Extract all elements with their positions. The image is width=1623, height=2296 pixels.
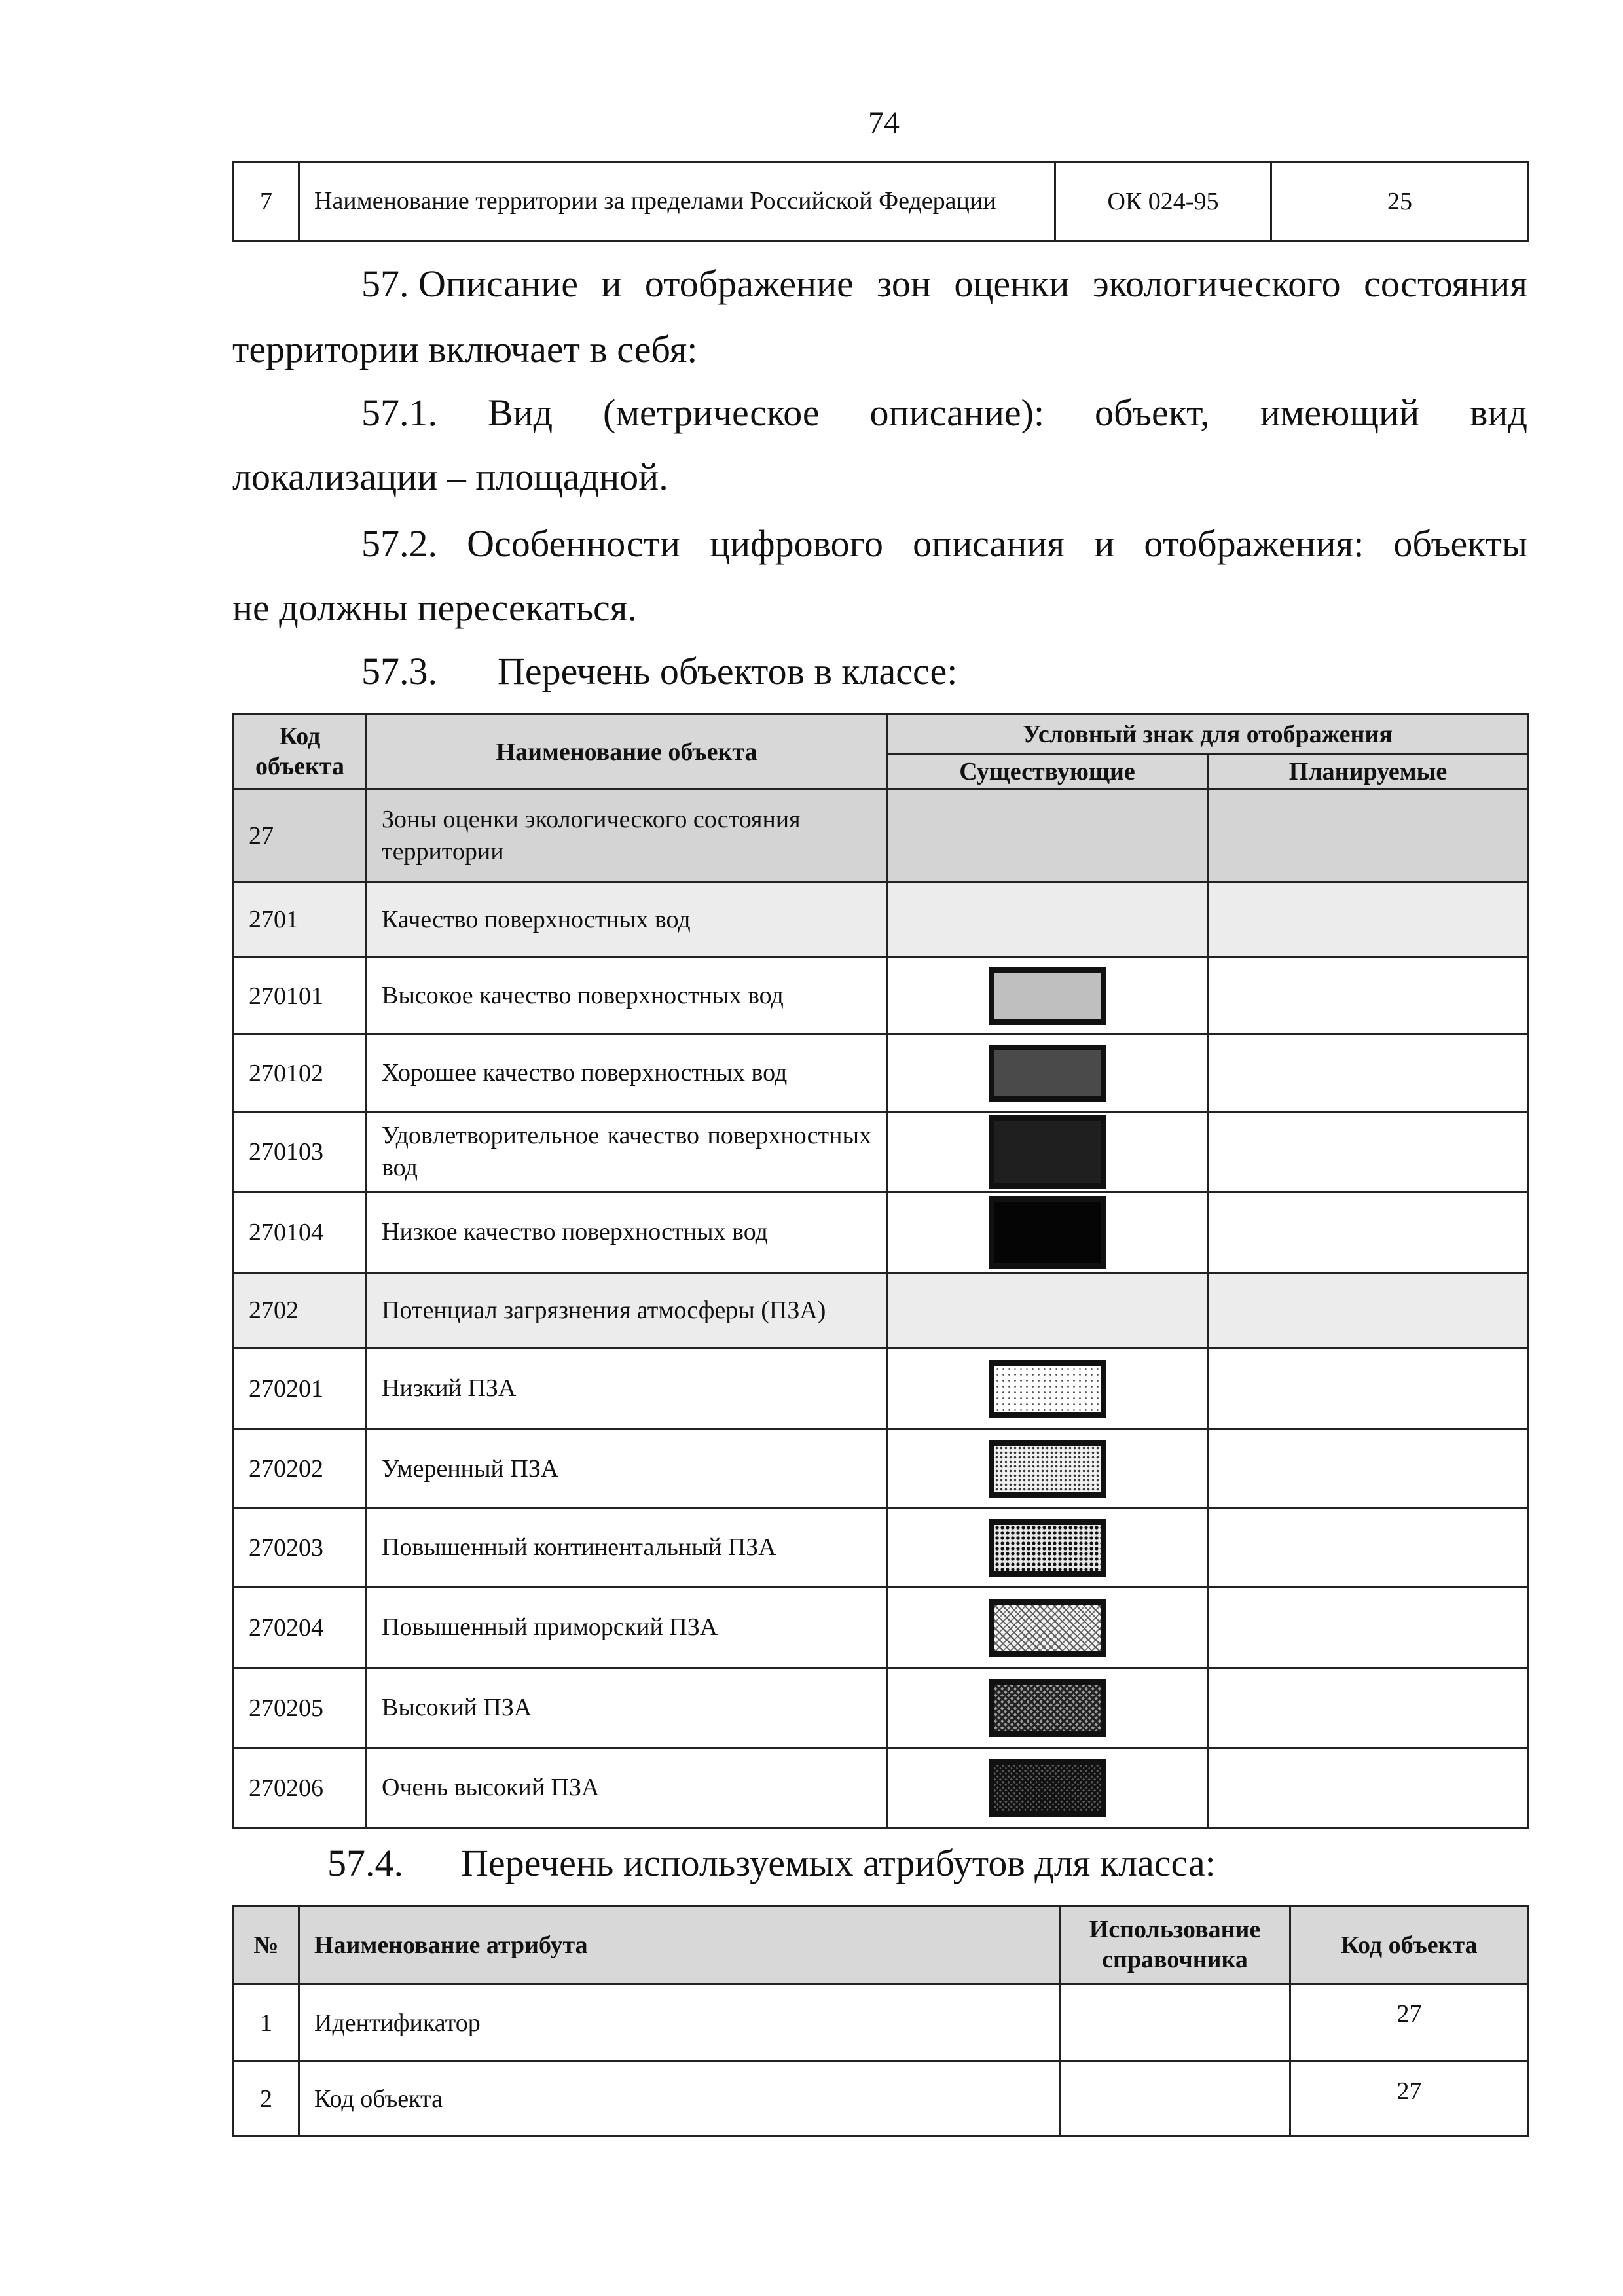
row-code: 2701 xyxy=(234,882,367,958)
row-code: 270103 xyxy=(234,1112,367,1192)
row-num: 2 xyxy=(234,2062,299,2136)
symbol-swatch xyxy=(989,1045,1106,1102)
row-code: 270202 xyxy=(234,1429,367,1509)
row-code: 27 xyxy=(1290,2062,1529,2136)
header-existing: Существующие xyxy=(887,754,1208,789)
table-row xyxy=(234,1668,1529,1748)
header-symbol: Условный знак для отображения xyxy=(887,715,1529,754)
symbol-swatch xyxy=(989,1196,1106,1269)
header-planned: Планируемые xyxy=(1208,754,1529,789)
row-name: Качество поверхностных вод xyxy=(367,882,887,958)
row-name: Потенциал загрязнения атмосферы (ПЗА) xyxy=(367,1273,887,1348)
objects-table xyxy=(232,713,1529,1829)
para-574-number: 57.4. xyxy=(327,1842,403,1884)
header-code: Код объекта xyxy=(234,715,367,789)
table-row xyxy=(234,1429,1529,1509)
para-574-text: Перечень используемых атрибутов для класса: xyxy=(461,1842,1216,1884)
row-name: Идентификатор xyxy=(299,1984,1060,2062)
table-row xyxy=(234,1273,1529,1348)
row-code: 27 xyxy=(1290,1984,1529,2062)
row-name: Высокий ПЗА xyxy=(367,1668,887,1748)
para-571-line1: 57.1. Вид (метрическое описание): объект, имеющий вид xyxy=(361,391,1527,434)
row-name: Очень высокий ПЗА xyxy=(367,1748,887,1828)
table-row xyxy=(234,2062,1529,2136)
row-code: 270205 xyxy=(234,1668,367,1748)
continuation-table xyxy=(232,161,1529,242)
symbol-swatch xyxy=(989,1519,1106,1577)
para-572-line2: не должны пересекаться. xyxy=(232,586,637,629)
row-name: Повышенный приморский ПЗА xyxy=(367,1587,887,1668)
row-name: Высокое качество поверхностных вод xyxy=(367,958,887,1035)
symbol-swatch xyxy=(989,1360,1106,1418)
row-name: Хорошее качество поверхностных вод xyxy=(367,1035,887,1112)
table-row xyxy=(234,162,1529,241)
row-code: 270101 xyxy=(234,958,367,1035)
row-code: 270206 xyxy=(234,1748,367,1828)
table-row xyxy=(234,1984,1529,2062)
table-row xyxy=(234,1112,1529,1192)
row-code: 270201 xyxy=(234,1348,367,1429)
row-name: Низкий ПЗА xyxy=(367,1348,887,1429)
row-value: 25 xyxy=(1271,162,1529,241)
row-name: Умеренный ПЗА xyxy=(367,1429,887,1509)
row-name: Зоны оценки экологического состояния территории xyxy=(367,789,887,882)
header-ref: Использование справочника xyxy=(1060,1906,1290,1984)
row-ref xyxy=(1060,2062,1290,2136)
attributes-table xyxy=(232,1905,1529,2137)
table-row xyxy=(234,1035,1529,1112)
table-row xyxy=(234,958,1529,1035)
row-code: 270104 xyxy=(234,1192,367,1273)
header-code: Код объекта xyxy=(1290,1906,1529,1984)
row-code: 27 xyxy=(234,789,367,882)
para-572-line1: 57.2. Особенности цифрового описания и отображения: объекты xyxy=(361,522,1527,565)
para-573-number: 57.3. xyxy=(361,650,437,692)
symbol-swatch xyxy=(989,1440,1106,1498)
symbol-swatch xyxy=(989,1759,1106,1817)
row-name: Удовлетворительное качество поверхностных вод xyxy=(367,1112,887,1192)
table-row xyxy=(234,1348,1529,1429)
row-name: Повышенный континентальный ПЗА xyxy=(367,1509,887,1587)
row-num: 1 xyxy=(234,1984,299,2062)
para-57-line2: территории включает в себя: xyxy=(232,328,698,370)
header-num: № xyxy=(234,1906,299,1984)
row-name: Код объекта xyxy=(299,2062,1060,2136)
header-name: Наименование объекта xyxy=(367,715,887,789)
para-571-line2: локализации – площадной. xyxy=(232,456,668,498)
table-row xyxy=(234,1587,1529,1668)
row-ref xyxy=(1060,1984,1290,2062)
table-row xyxy=(234,789,1529,882)
symbol-swatch xyxy=(989,1599,1106,1657)
table-row xyxy=(234,1748,1529,1828)
symbol-swatch xyxy=(989,1679,1106,1737)
row-number: 7 xyxy=(234,162,299,241)
table-row xyxy=(234,1509,1529,1587)
row-classifier: ОК 024-95 xyxy=(1055,162,1271,241)
row-code: 270102 xyxy=(234,1035,367,1112)
header-attr-name: Наименование атрибута xyxy=(299,1906,1060,1984)
row-name: Низкое качество поверхностных вод xyxy=(367,1192,887,1273)
table-row xyxy=(234,1192,1529,1273)
symbol-swatch xyxy=(989,1115,1106,1189)
page-number: 74 xyxy=(868,105,900,140)
para-57-line1: 57. Описание и отображение зон оценки экологического состояния xyxy=(361,262,1527,305)
row-code: 270204 xyxy=(234,1587,367,1668)
symbol-swatch xyxy=(989,967,1106,1025)
row-code: 2702 xyxy=(234,1273,367,1348)
para-573-text: Перечень объектов в классе: xyxy=(498,650,958,692)
row-name: Наименование территории за пределами Российской Федерации xyxy=(299,162,1055,241)
row-code: 270203 xyxy=(234,1509,367,1587)
table-row xyxy=(234,882,1529,958)
